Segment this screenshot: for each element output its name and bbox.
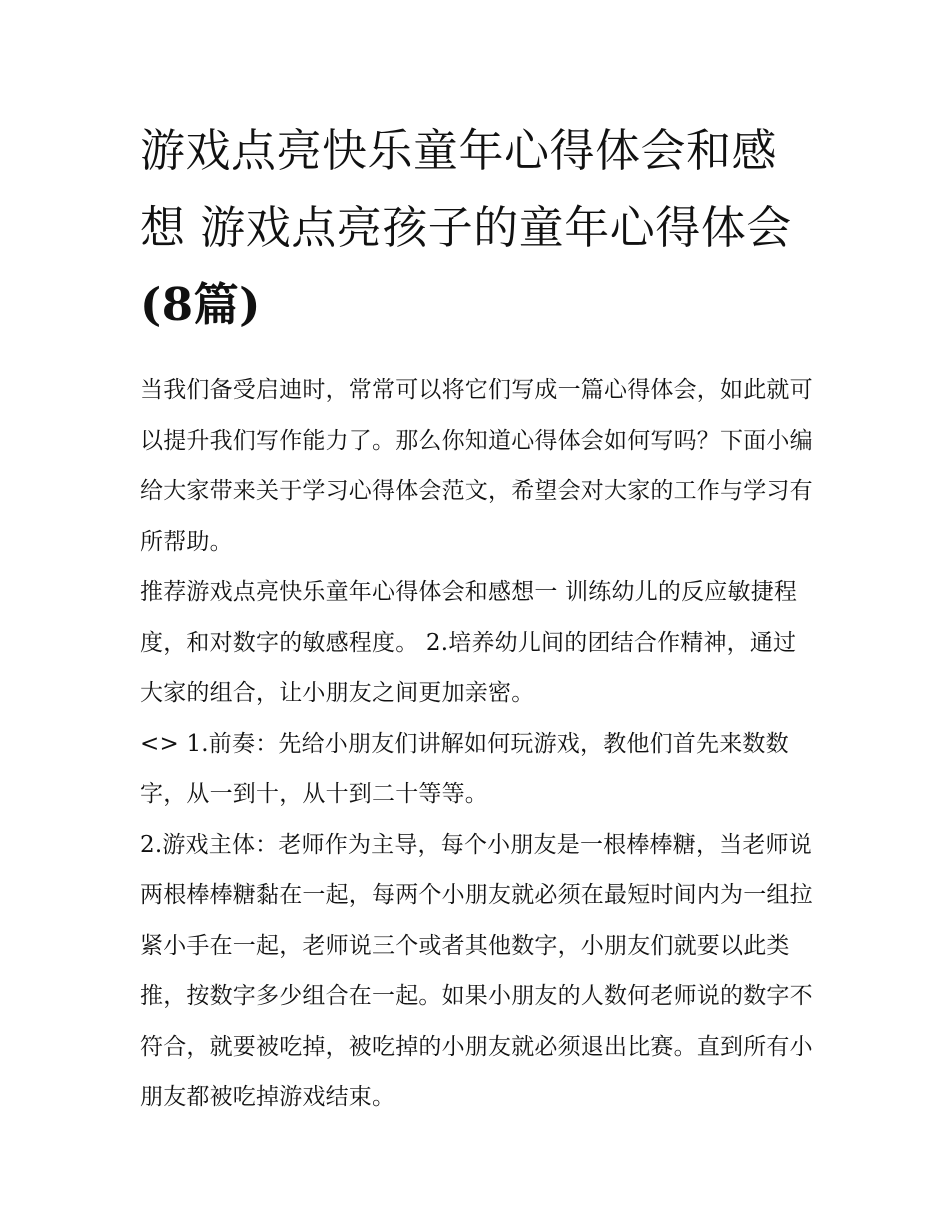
paragraph-list <box>140 365 815 1123</box>
paragraph: 2.游戏主体：老师作为主导，每个小朋友是一根棒棒糖，当老师说两根棒棒糖黏在一起，每两个小朋友就必须在最短时间内为一组拉紧小手在一起，老师说三个或者其他数字，小朋友们就要以此类推，按数字多少组合在一起。如果小朋友的人数何老师说的数字不符合，就要被吃掉，被吃掉的小朋友就必须退出比赛。直到所有小朋友都被吃掉游戏结束。 <box>140 831 813 1110</box>
paragraph: <> 1.前奏：先给小朋友们讲解如何玩游戏，教他们首先来数数字，从一到十，从十到二十等等。 <box>140 730 789 807</box>
document-body <box>140 112 815 1123</box>
title-main: 游戏点亮快乐童年心得体会和感想 游戏点亮孩子的童年心得体会 <box>140 124 792 254</box>
document-title <box>140 112 815 343</box>
title-count: (8篇) <box>140 278 261 331</box>
paragraph: 推荐游戏点亮快乐童年心得体会和感想一 训练幼儿的反应敏捷程度，和对数字的敏感程度。 2.培养幼儿间的团结合作精神，通过大家的组合，让小朋友之间更加亲密。 <box>140 579 798 706</box>
paragraph: 当我们备受启迪时，常常可以将它们写成一篇心得体会，如此就可以提升我们写作能力了。那么你知道心得体会如何写吗？下面小编给大家带来关于学习心得体会范文，希望会对大家的工作与学习有所帮助。 <box>140 377 813 555</box>
